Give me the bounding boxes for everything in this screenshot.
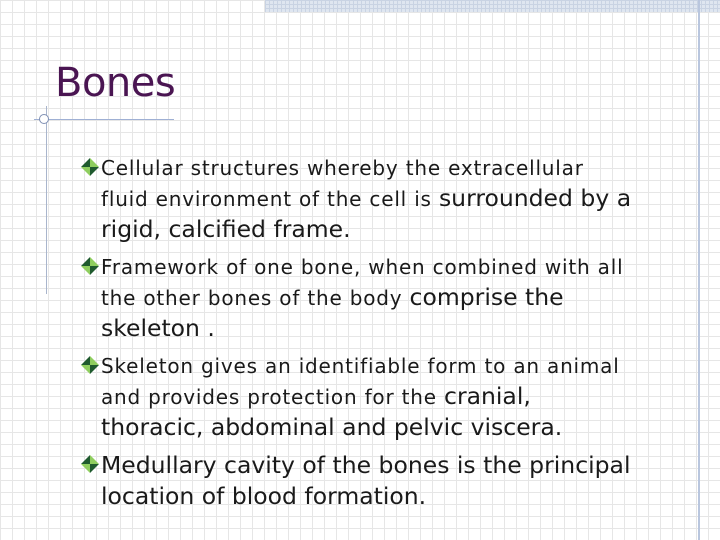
- title-underline: [34, 119, 174, 120]
- bullet-line: [101, 382, 680, 413]
- bullet-text: and provides protection for the: [101, 385, 445, 409]
- bullet-line: [101, 253, 680, 283]
- bullet-line: [101, 184, 680, 215]
- bullet-text: Cellular structures whereby the extracellular: [101, 156, 584, 180]
- bullet-item: [80, 352, 680, 444]
- bullet-list: [80, 154, 680, 520]
- bullet-item: [80, 154, 680, 246]
- header-decoration-band: [265, 0, 720, 12]
- bullet-text: fluid environment of the cell is: [101, 187, 439, 211]
- bullet-text: cranial,: [444, 382, 531, 410]
- bullet-text: Medullary cavity of the bones is the principal: [101, 451, 631, 479]
- bullet-line: [101, 154, 680, 184]
- bullet-text: thoracic, abdominal and pelvic viscera.: [101, 413, 563, 441]
- slide-title: Bones: [55, 60, 176, 106]
- bullet-text: the other bones of the body: [101, 286, 410, 310]
- bullet-text: rigid, calcified frame.: [101, 215, 351, 243]
- bullet-line: [101, 451, 680, 482]
- bullet-text: location of blood formation.: [101, 482, 427, 510]
- bullet-line: [101, 352, 680, 382]
- right-border-line: [698, 0, 700, 540]
- diamond-bullet-icon: [80, 454, 100, 474]
- bullet-text: surrounded by a: [438, 184, 632, 212]
- left-accent-line: [46, 106, 47, 294]
- diamond-bullet-icon: [80, 157, 100, 177]
- bullet-line: [101, 283, 680, 314]
- bullet-line: [101, 215, 680, 246]
- bullet-text: comprise the: [409, 283, 564, 311]
- bullet-text: skeleton .: [101, 314, 215, 342]
- bullet-item: [80, 253, 680, 345]
- bullet-text: Framework of one bone, when combined with all: [101, 255, 624, 279]
- bullet-text: Skeleton gives an identifiable form to an animal: [101, 354, 620, 378]
- bullet-line: [101, 314, 680, 345]
- bullet-line: [101, 413, 680, 444]
- diamond-bullet-icon: [80, 355, 100, 375]
- diamond-bullet-icon: [80, 256, 100, 276]
- bullet-line: [101, 482, 680, 513]
- bullet-item: [80, 451, 680, 513]
- corner-circle-ornament: [39, 114, 49, 124]
